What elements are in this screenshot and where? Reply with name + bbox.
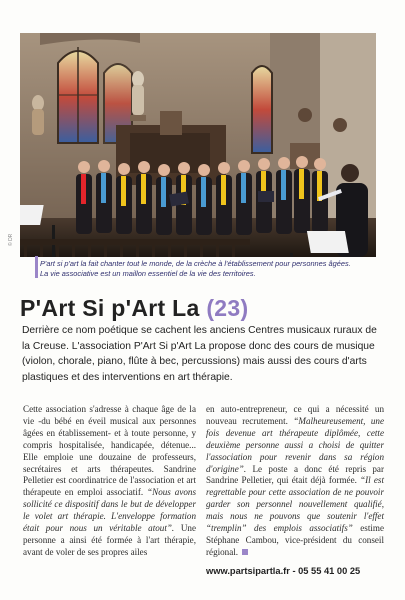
body-column-left — [23, 404, 196, 559]
caption-accent-bar — [35, 256, 38, 278]
body-column-right — [206, 404, 384, 559]
photo-credit: © DR — [8, 233, 14, 246]
body-paragraph — [206, 404, 384, 559]
quote-text: “Il est regrettable pour cette association de ne pouvoir garder son personnel nouvellement qualifié, mais nous ne pouvons que soutenir l'effet “tremplin” des emplois associatifs” — [206, 475, 384, 534]
body-text: en auto-entrepreneur, ce qui a nécessité un nouveau recrutement. — [206, 404, 384, 426]
choir-photo — [20, 33, 376, 257]
body-text: Cette association s'adresse à chaque âge de la vie -du bébé en éveil musical aux personnes âgées en établissement- et à toute personne, y compris hospitalisée, handicapée, détenue... Elle emploie une douzaine de professeurs, secrétaires et arts thérapeutes. Sandrine Pelletier est coordinatrice de l'association et art thérapeute en emploi associatif. — [23, 404, 196, 498]
end-of-article-square-icon — [242, 549, 248, 555]
article-headline — [20, 295, 248, 322]
caption-line-2: La vie associative est un maillon essentiel de la vie des territoires. — [40, 269, 256, 278]
headline-department-number: (23) — [206, 295, 249, 321]
body-text: estime Stéphane Cambou, vice-président du conseil régional. — [206, 523, 384, 557]
body-text: Le poste a donc été repris par Sandrine Pelletier, qui était déjà formée. — [206, 463, 384, 486]
body-paragraph — [23, 404, 196, 559]
body-text: Une personne a ainsi été formée à l'art thérapie, avant de voler de ses propres ailes — [23, 523, 196, 557]
headline-title: P'Art Si p'Art La — [20, 295, 200, 321]
caption-line-1: P'art si p'art la fait chanter tout le monde, de la crèche à l'établissement pour personnes âgées. — [40, 259, 351, 268]
contact-website-phone[interactable]: www.partsipartla.fr - 05 55 41 00 25 — [206, 566, 361, 576]
photo-caption — [40, 259, 380, 279]
quote-text: “Nous avons sollicité ce dispositif dans le but de développer le volet art thérapie. L'enveloppe formation était pour nous un véritable atout”. — [23, 487, 196, 534]
article-lead: Derrière ce nom poétique se cachent les anciens Centres musicaux ruraux de la Creuse. L'association P'Art Si p'Art La propose donc des cours de musique (violon, chorale, piano, flûte à bec, percussions) mais aussi des cours d'arts plastiques et des interventions en art thérapie. — [22, 325, 377, 383]
quote-text: “Malheureusement, une fois devenue art thérapeute diplômée, cette deuxième personne aussi a choisi de quitter l'association pour revenir dans sa région d'origine”. — [206, 415, 384, 474]
church-choir-illustration — [20, 33, 376, 257]
